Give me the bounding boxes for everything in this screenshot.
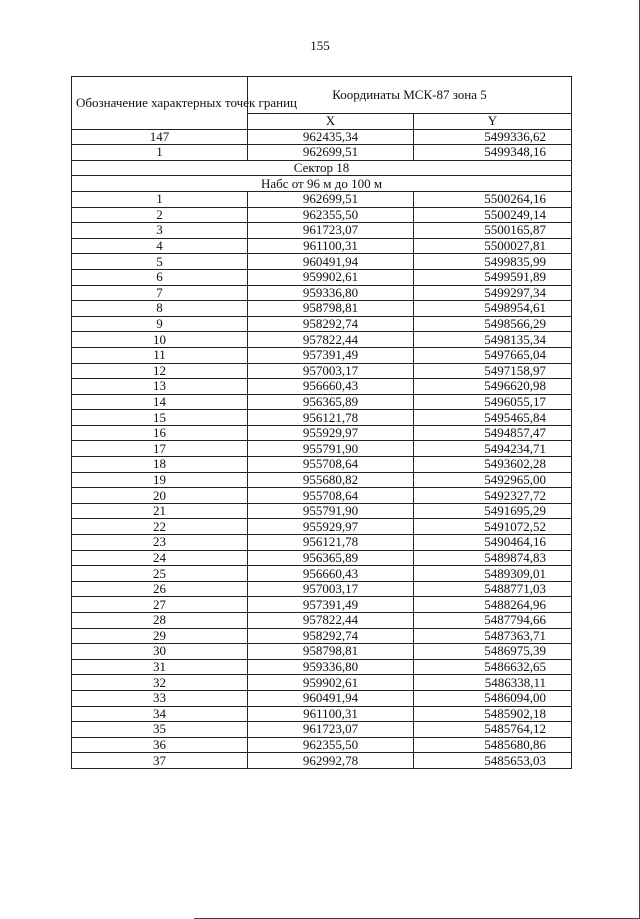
point-cell: 3	[72, 223, 248, 239]
header-row	[72, 77, 572, 114]
y-coordinate-cell: 5485653,03	[414, 753, 572, 769]
y-coordinate-cell: 5499348,16	[414, 145, 572, 161]
y-coordinate-cell: 5492327,72	[414, 488, 572, 504]
point-cell: 1	[72, 191, 248, 207]
x-coordinate-cell: 955708,64	[248, 488, 414, 504]
point-cell: 8	[72, 301, 248, 317]
x-coordinate-cell: 955708,64	[248, 457, 414, 473]
table-row	[72, 316, 572, 332]
point-cell: 16	[72, 425, 248, 441]
y-coordinate-cell: 5500165,87	[414, 223, 572, 239]
point-cell: 29	[72, 628, 248, 644]
x-coordinate-cell: 957003,17	[248, 581, 414, 597]
point-cell: 31	[72, 659, 248, 675]
y-coordinate-cell: 5486094,00	[414, 690, 572, 706]
point-cell: 18	[72, 457, 248, 473]
x-coordinate-cell: 956365,89	[248, 550, 414, 566]
y-coordinate-cell: 5494857,47	[414, 425, 572, 441]
y-coordinate-cell: 5499591,89	[414, 269, 572, 285]
table-row	[72, 706, 572, 722]
table-row	[72, 550, 572, 566]
x-coordinate-cell: 957822,44	[248, 332, 414, 348]
y-coordinate-cell: 5499835,99	[414, 254, 572, 270]
x-coordinate-cell: 955791,90	[248, 441, 414, 457]
y-coordinate-cell: 5498954,61	[414, 301, 572, 317]
sector-title: Сектор 18	[72, 160, 572, 176]
point-cell: 35	[72, 722, 248, 738]
x-coordinate-cell: 960491,94	[248, 690, 414, 706]
y-coordinate-cell: 5492965,00	[414, 472, 572, 488]
y-coordinate-cell: 5500027,81	[414, 238, 572, 254]
x-coordinate-cell: 957822,44	[248, 613, 414, 629]
point-cell: 34	[72, 706, 248, 722]
y-coordinate-cell: 5487363,71	[414, 628, 572, 644]
y-coordinate-cell: 5499297,34	[414, 285, 572, 301]
point-column-header: Обозначение характерных точек границ	[72, 77, 248, 130]
point-cell: 19	[72, 472, 248, 488]
x-coordinate-cell: 961723,07	[248, 223, 414, 239]
point-cell: 17	[72, 441, 248, 457]
table-row	[72, 285, 572, 301]
table-row	[72, 628, 572, 644]
y-coordinate-cell: 5500264,16	[414, 191, 572, 207]
table-row	[72, 347, 572, 363]
table-row	[72, 410, 572, 426]
x-coordinate-cell: 957391,49	[248, 347, 414, 363]
height-range-row	[72, 176, 572, 192]
x-coordinate-cell: 961723,07	[248, 722, 414, 738]
table-row	[72, 238, 572, 254]
y-coordinate-cell: 5488771,03	[414, 581, 572, 597]
point-cell: 26	[72, 581, 248, 597]
table-row	[72, 223, 572, 239]
y-coordinate-cell: 5491695,29	[414, 503, 572, 519]
sector-title-row	[72, 160, 572, 176]
x-coordinate-cell: 955929,97	[248, 425, 414, 441]
y-column-header: Y	[414, 114, 572, 130]
point-cell: 9	[72, 316, 248, 332]
x-coordinate-cell: 960491,94	[248, 254, 414, 270]
x-coordinate-cell: 962355,50	[248, 737, 414, 753]
y-coordinate-cell: 5500249,14	[414, 207, 572, 223]
x-coordinate-cell: 956660,43	[248, 566, 414, 582]
x-coordinate-cell: 961100,31	[248, 238, 414, 254]
x-coordinate-cell: 959902,61	[248, 269, 414, 285]
point-cell: 21	[72, 503, 248, 519]
point-cell: 30	[72, 644, 248, 660]
point-cell: 12	[72, 363, 248, 379]
table-row	[72, 269, 572, 285]
table-row	[72, 690, 572, 706]
table-row	[72, 675, 572, 691]
y-coordinate-cell: 5490464,16	[414, 535, 572, 551]
table-row	[72, 363, 572, 379]
y-coordinate-cell: 5494234,71	[414, 441, 572, 457]
y-coordinate-cell: 5498135,34	[414, 332, 572, 348]
point-cell: 28	[72, 613, 248, 629]
x-coordinate-cell: 958798,81	[248, 301, 414, 317]
page-number: 155	[310, 38, 330, 53]
y-coordinate-cell: 5485764,12	[414, 722, 572, 738]
table-row	[72, 301, 572, 317]
point-cell: 20	[72, 488, 248, 504]
table-row	[72, 519, 572, 535]
point-cell: 15	[72, 410, 248, 426]
x-coordinate-cell: 955680,82	[248, 472, 414, 488]
table-row	[72, 441, 572, 457]
x-column-header: X	[248, 114, 414, 130]
point-cell: 37	[72, 753, 248, 769]
table-row	[72, 457, 572, 473]
x-coordinate-cell: 959336,80	[248, 659, 414, 675]
y-coordinate-cell: 5485680,86	[414, 737, 572, 753]
y-coordinate-cell: 5488264,96	[414, 597, 572, 613]
y-coordinate-cell: 5486975,39	[414, 644, 572, 660]
table-row	[72, 472, 572, 488]
y-coordinate-cell: 5489309,01	[414, 566, 572, 582]
table-row	[72, 207, 572, 223]
table-row	[72, 597, 572, 613]
x-coordinate-cell: 958292,74	[248, 628, 414, 644]
point-cell: 22	[72, 519, 248, 535]
y-coordinate-cell: 5491072,52	[414, 519, 572, 535]
x-coordinate-cell: 957391,49	[248, 597, 414, 613]
table-row	[72, 379, 572, 395]
table-row	[72, 503, 572, 519]
y-coordinate-cell: 5493602,28	[414, 457, 572, 473]
table-row	[72, 613, 572, 629]
x-coordinate-cell: 962435,34	[248, 129, 414, 145]
point-cell: 33	[72, 690, 248, 706]
y-coordinate-cell: 5497665,04	[414, 347, 572, 363]
table-row	[72, 737, 572, 753]
table-body	[72, 77, 572, 769]
table-row	[72, 254, 572, 270]
table-row	[72, 394, 572, 410]
y-coordinate-cell: 5487794,66	[414, 613, 572, 629]
x-coordinate-cell: 962355,50	[248, 207, 414, 223]
point-cell: 5	[72, 254, 248, 270]
x-coordinate-cell: 956121,78	[248, 535, 414, 551]
table-row	[72, 644, 572, 660]
y-coordinate-cell: 5486632,65	[414, 659, 572, 675]
x-coordinate-cell: 962992,78	[248, 753, 414, 769]
point-cell: 2	[72, 207, 248, 223]
point-cell: 1	[72, 145, 248, 161]
y-coordinate-cell: 5489874,83	[414, 550, 572, 566]
table-row	[72, 581, 572, 597]
table-row	[72, 566, 572, 582]
coordinates-table	[71, 76, 572, 769]
point-cell: 13	[72, 379, 248, 395]
table-row	[72, 332, 572, 348]
x-coordinate-cell: 961100,31	[248, 706, 414, 722]
x-coordinate-cell: 956660,43	[248, 379, 414, 395]
x-coordinate-cell: 958798,81	[248, 644, 414, 660]
y-coordinate-cell: 5496055,17	[414, 394, 572, 410]
table-row	[72, 535, 572, 551]
x-coordinate-cell: 962699,51	[248, 145, 414, 161]
table-row	[72, 129, 572, 145]
x-coordinate-cell: 955791,90	[248, 503, 414, 519]
table-row	[72, 145, 572, 161]
x-coordinate-cell: 958292,74	[248, 316, 414, 332]
table-row	[72, 659, 572, 675]
point-cell: 11	[72, 347, 248, 363]
point-cell: 24	[72, 550, 248, 566]
x-coordinate-cell: 962699,51	[248, 191, 414, 207]
point-cell: 32	[72, 675, 248, 691]
point-cell: 25	[72, 566, 248, 582]
table-row	[72, 488, 572, 504]
y-coordinate-cell: 5496620,98	[414, 379, 572, 395]
point-cell: 7	[72, 285, 248, 301]
table-row	[72, 191, 572, 207]
point-cell: 23	[72, 535, 248, 551]
x-coordinate-cell: 959902,61	[248, 675, 414, 691]
coordinates-system-header: Координаты МСК-87 зона 5	[248, 77, 572, 114]
point-cell: 4	[72, 238, 248, 254]
y-coordinate-cell: 5499336,62	[414, 129, 572, 145]
point-cell: 10	[72, 332, 248, 348]
y-coordinate-cell: 5485902,18	[414, 706, 572, 722]
point-cell: 147	[72, 129, 248, 145]
x-coordinate-cell: 955929,97	[248, 519, 414, 535]
table-row	[72, 722, 572, 738]
table-row	[72, 753, 572, 769]
y-coordinate-cell: 5498566,29	[414, 316, 572, 332]
y-coordinate-cell: 5486338,11	[414, 675, 572, 691]
x-coordinate-cell: 956121,78	[248, 410, 414, 426]
point-cell: 6	[72, 269, 248, 285]
x-coordinate-cell: 956365,89	[248, 394, 414, 410]
point-cell: 27	[72, 597, 248, 613]
point-cell: 36	[72, 737, 248, 753]
table-row	[72, 425, 572, 441]
point-cell: 14	[72, 394, 248, 410]
height-range: Набс от 96 м до 100 м	[72, 176, 572, 192]
x-coordinate-cell: 957003,17	[248, 363, 414, 379]
y-coordinate-cell: 5495465,84	[414, 410, 572, 426]
x-coordinate-cell: 959336,80	[248, 285, 414, 301]
y-coordinate-cell: 5497158,97	[414, 363, 572, 379]
